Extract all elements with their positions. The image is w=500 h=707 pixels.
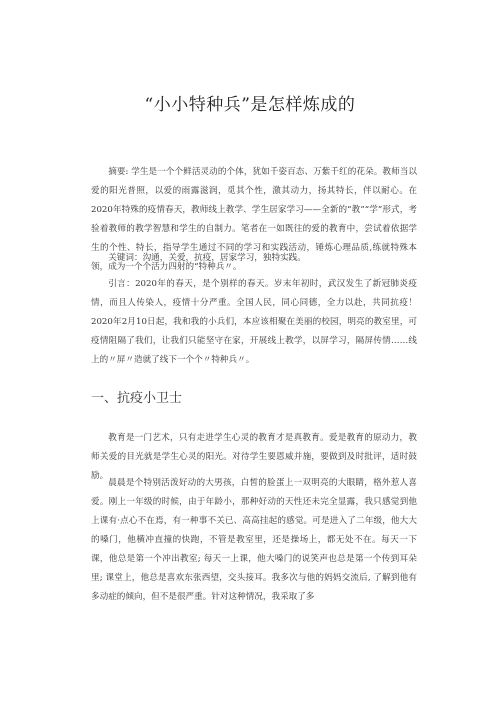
section-paragraph-1: 教育是一门艺术，只有走进学生心灵的教育才是真教育。爱是教育的原动力，教师关爱的目光就是学生心灵的阳光。对待学生要恩威并施，要做到及时批评，适时鼓励。 [91, 433, 417, 481]
document-title: “小小特种兵”是怎样炼成的 [144, 95, 356, 115]
keywords-paragraph: 关键词：沟通，关爱，抗疫，居家学习，独特实践。 [108, 253, 306, 263]
section-heading: 一、抗疫小卫士 [91, 391, 183, 406]
abstract-paragraph: 摘要: 学生是一个个鲜活灵动的个体，犹如千姿百态、万紫千红的花朵。教师当以爱的阳光普照，以爱的雨露滋润，觅其个性，激其动力，扬其特长，伴以耐心。在2020年特殊的疫情春天，教师线上教学、学生居家学习——全新的“教”“学”形式，考验着教师的教学智慧和学生的自制力。笔者在一如既往的爱的教育中，尝试着依据学生的个性、特长，指导学生通过不同的学习和实践活动，锤炼心理品质,练就特殊本领，成为一个个活力四射的“特种兵〃。 [91, 167, 417, 272]
section-paragraph-2: 晨晨是个特别活泼好动的大男孩，白皙的脸蛋上一双明亮的大眼睛，格外惹人喜爱。刚上一年级的时候，由于年龄小，那种好动的天性还未完全显露，我只感觉到他上课有·点心不在焉，有一种事不关已、高高挂起的感觉。可是进入了二年级，他大大的嗓门，他横冲直撞的快跑，不管是教室里，还是操场上，都无处不在。每天一下课，他总是第一个冲出教室; 每天一上课，他大嗓门的说笑声也总是第一个传到耳朵里; 课堂上，他总是喜欢东张西望，交头接耳。我多次与他的妈妈交流后, 了解到他有多动症的倾向，但不是很严重。针对这种情况，我采取了多 [91, 478, 417, 602]
intro-paragraph: 引言：2020年的春天，是个别样的春天。岁末年初时，武汉发生了新冠肺炎疫情，而且人传染人，疫情十分严重。全国人民，同心同德，全力以赴，共同抗疫！2020年2月10日起，我和我的小兵们，本应该相聚在美丽的校园，明亮的教室里，可疫情阻隔了我们，让我们只能坚守在家，开展线上教学，以屏学习，隔屏传情……线上的〃屏〃造就了线下一个个〃特种兵〃。 [91, 279, 417, 365]
